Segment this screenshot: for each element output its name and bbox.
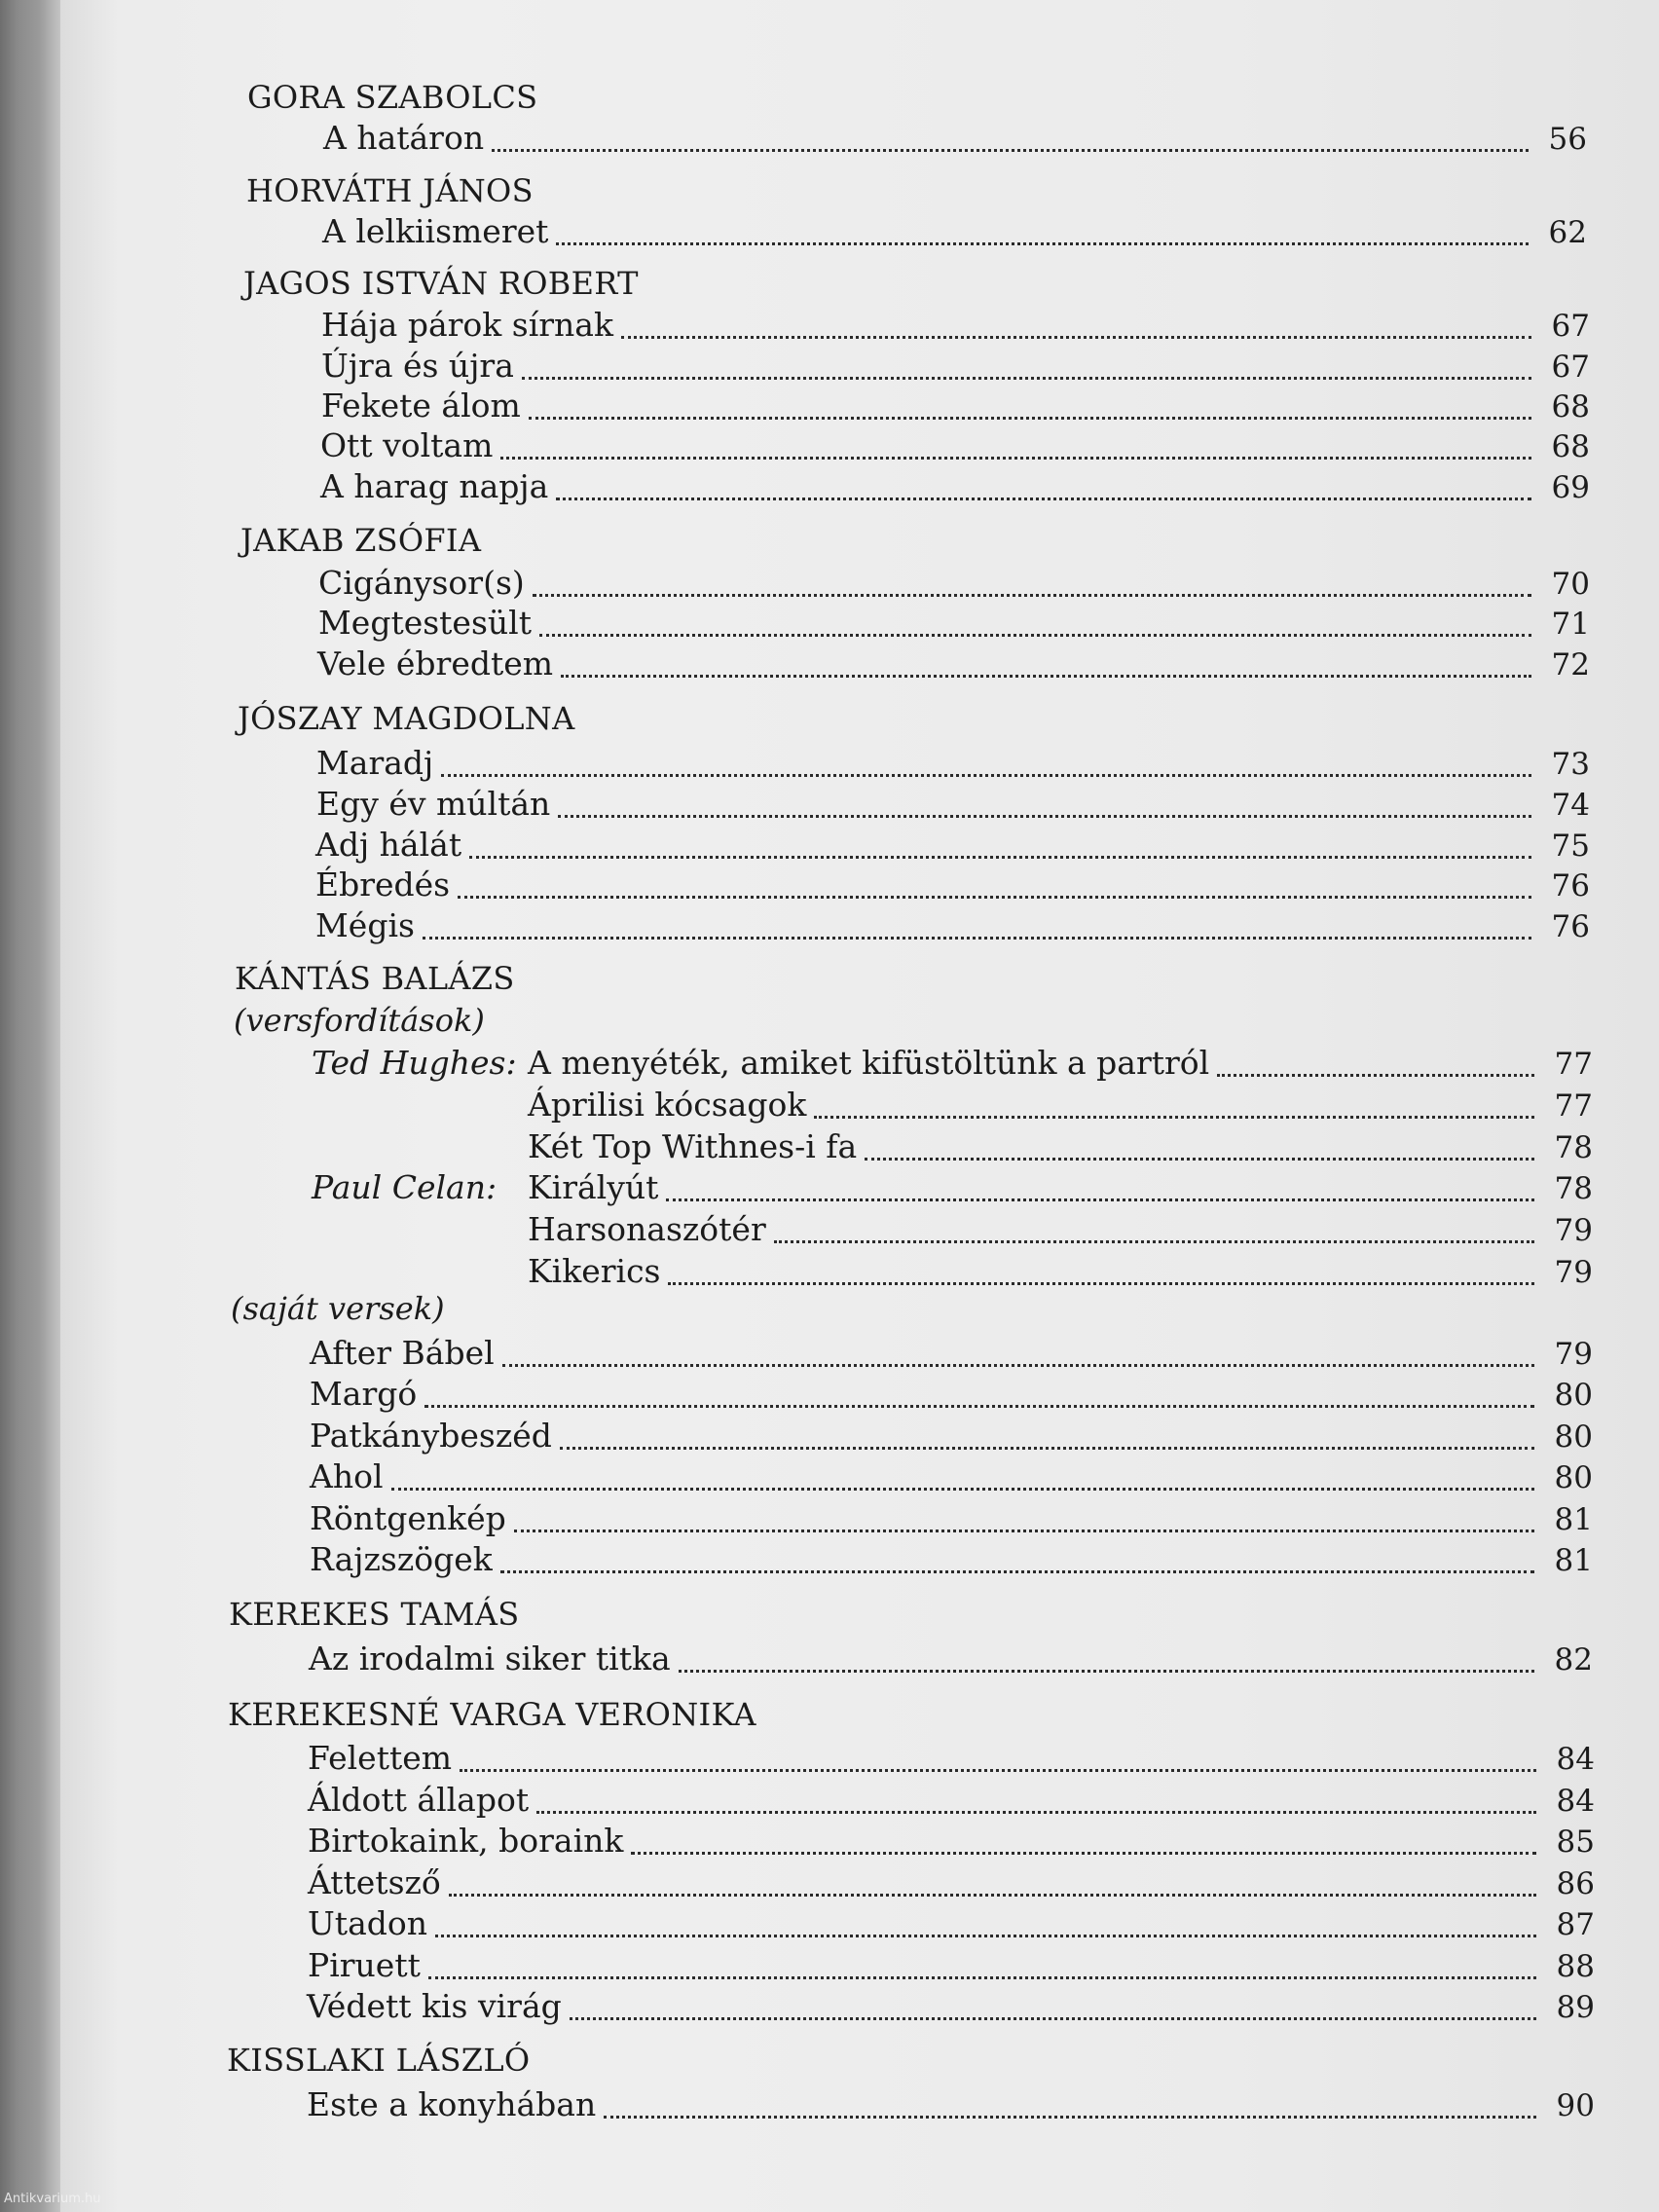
dot-leader <box>556 242 1529 245</box>
entry-title: Cigánysor(s) <box>318 564 525 602</box>
dot-leader <box>460 1769 1536 1772</box>
author-heading: JÓSZAY MAGDOLNA <box>238 700 575 737</box>
dot-leader <box>668 1282 1534 1285</box>
dot-leader <box>391 1488 1534 1491</box>
page-number: 70 <box>1551 567 1590 602</box>
entry-title: After Bábel <box>310 1334 495 1372</box>
entry-title: Ébredés <box>315 866 451 903</box>
toc-entry <box>315 866 1590 904</box>
page-number: 75 <box>1551 829 1590 864</box>
dot-leader <box>558 815 1531 818</box>
dot-leader <box>560 1447 1534 1450</box>
toc-entry <box>310 1540 1593 1579</box>
page-number: 87 <box>1556 1907 1595 1942</box>
entry-title: A menyéték, amiket kifüstöltünk a partról <box>528 1044 1210 1082</box>
entry-title: Röntgenkép <box>310 1499 506 1537</box>
entry-title: Hája párok sírnak <box>321 306 613 344</box>
toc-entry <box>309 1640 1593 1678</box>
toc-entry <box>321 306 1590 345</box>
toc-entry <box>308 1946 1595 1985</box>
page-number: 88 <box>1556 1949 1595 1984</box>
page-number: 77 <box>1554 1047 1593 1082</box>
author-heading: HORVÁTH JÁNOS <box>246 172 534 209</box>
dot-leader <box>441 774 1531 777</box>
page-number: 78 <box>1554 1171 1593 1206</box>
entry-title: A lelkiismeret <box>322 212 549 250</box>
toc-entry <box>308 1863 1595 1902</box>
toc-entry <box>318 564 1590 603</box>
page-number: 86 <box>1556 1866 1595 1901</box>
page-number: 78 <box>1554 1130 1593 1165</box>
translated-author: Ted Hughes: <box>312 1044 517 1082</box>
entry-title: Az irodalmi siker titka <box>309 1640 671 1677</box>
dot-leader <box>449 1894 1536 1897</box>
toc-entry <box>316 744 1590 783</box>
entry-title: Ahol <box>310 1457 384 1495</box>
page-number: 85 <box>1556 1825 1595 1860</box>
dot-leader <box>458 896 1531 899</box>
toc-entry <box>323 119 1587 158</box>
dot-leader <box>529 417 1531 420</box>
dot-leader <box>469 856 1531 859</box>
entry-title: A határon <box>323 119 485 157</box>
toc-entry <box>310 1334 1593 1373</box>
page-number: 81 <box>1554 1502 1593 1537</box>
entry-title: A harag napja <box>320 467 549 505</box>
toc-entry <box>321 387 1590 425</box>
toc-entry <box>310 1375 1593 1414</box>
translations-subheading: (versfordítások) <box>234 1002 485 1039</box>
dot-leader <box>604 2116 1536 2119</box>
toc-entry <box>312 1252 1593 1291</box>
entry-title: Rajzszögek <box>310 1540 493 1578</box>
author-heading: KEREKES TAMÁS <box>229 1596 520 1633</box>
entry-title: Margó <box>310 1375 418 1413</box>
dot-leader <box>679 1670 1534 1673</box>
page-number: 84 <box>1556 1784 1595 1819</box>
dot-leader <box>500 1570 1534 1573</box>
entry-title: Birtokaink, boraink <box>308 1822 624 1860</box>
page-number: 77 <box>1554 1088 1593 1124</box>
toc-entry <box>308 1822 1595 1861</box>
toc-entry <box>307 1987 1595 2026</box>
author-heading: KÁNTÁS BALÁZS <box>235 960 515 997</box>
author-heading: KISSLAKI LÁSZLÓ <box>227 2042 531 2079</box>
entry-title: Egy év múltán <box>316 785 551 823</box>
entry-title: Este a konyhában <box>307 2085 597 2123</box>
page-number: 80 <box>1554 1460 1593 1495</box>
toc-entry <box>312 1127 1593 1166</box>
entry-title: Áprilisi kócsagok <box>528 1086 807 1124</box>
page-number: 82 <box>1554 1642 1593 1677</box>
toc-entry <box>317 645 1590 683</box>
entry-title: Harsonaszótér <box>528 1210 766 1248</box>
entry-title: Kikerics <box>528 1252 661 1290</box>
entry-title: Újra és újra <box>321 347 514 385</box>
toc-entry <box>310 1457 1593 1496</box>
dot-leader <box>533 594 1531 597</box>
page-number: 89 <box>1556 1990 1595 2025</box>
toc-entry <box>320 467 1590 506</box>
dot-leader <box>561 675 1531 678</box>
toc-entry <box>316 785 1590 824</box>
page-number: 76 <box>1551 909 1590 944</box>
page-number: 67 <box>1551 350 1590 385</box>
author-heading: JAGOS ISTVÁN ROBERT <box>243 265 639 302</box>
toc-entry <box>312 1044 1593 1083</box>
toc-entry <box>315 826 1590 865</box>
toc-entry <box>312 1086 1593 1124</box>
dot-leader <box>1217 1074 1534 1077</box>
page-number: 71 <box>1551 607 1590 642</box>
entry-title: Adj hálát <box>315 826 462 864</box>
entry-title: Királyút <box>528 1168 659 1206</box>
dot-leader <box>502 1364 1534 1367</box>
toc-entry <box>320 426 1590 465</box>
page-number: 62 <box>1548 215 1587 250</box>
page-number: 79 <box>1554 1337 1593 1372</box>
page-number: 90 <box>1556 2088 1595 2123</box>
toc-entry <box>308 1781 1595 1820</box>
entry-title: Piruett <box>308 1946 421 1984</box>
toc-entry <box>308 1739 1595 1778</box>
page-number: 69 <box>1551 470 1590 505</box>
page-number: 80 <box>1554 1378 1593 1413</box>
entry-title: Ott voltam <box>320 426 494 464</box>
dot-leader <box>423 937 1531 940</box>
dot-leader <box>492 149 1529 152</box>
entry-title: Vele ébredtem <box>317 645 554 682</box>
page-number: 79 <box>1554 1213 1593 1248</box>
page-number: 67 <box>1551 309 1590 344</box>
dot-leader <box>556 498 1531 500</box>
entry-title: Áldott állapot <box>308 1781 530 1819</box>
toc-entry <box>310 1417 1593 1456</box>
dot-leader <box>865 1158 1534 1161</box>
dot-leader <box>666 1198 1534 1201</box>
watermark-text: Antikvarium.hu <box>4 2192 101 2206</box>
toc-entry <box>315 906 1590 945</box>
dot-leader <box>514 1530 1534 1532</box>
dot-leader <box>435 1935 1536 1937</box>
page-number: 73 <box>1551 747 1590 782</box>
author-heading: GORA SZABOLCS <box>247 79 538 116</box>
toc-entry <box>321 347 1590 386</box>
dot-leader <box>428 1976 1536 1979</box>
entry-title: Maradj <box>316 744 434 782</box>
dot-leader <box>621 336 1531 339</box>
entry-title: Két Top Withnes-i fa <box>528 1127 858 1165</box>
page-number: 68 <box>1551 389 1590 424</box>
toc-entry <box>312 1168 1593 1207</box>
dot-leader <box>539 634 1531 637</box>
page-number: 56 <box>1548 122 1587 157</box>
page-number: 80 <box>1554 1419 1593 1455</box>
page-number: 79 <box>1554 1255 1593 1290</box>
entry-title: Áttetsző <box>308 1863 441 1901</box>
author-heading: JAKAB ZSÓFIA <box>240 522 482 559</box>
entry-title: Megtestesült <box>318 604 532 642</box>
page-number: 81 <box>1554 1543 1593 1578</box>
author-heading: KEREKESNÉ VARGA VERONIKA <box>228 1696 756 1733</box>
page-number: 74 <box>1551 788 1590 823</box>
dot-leader <box>631 1852 1536 1855</box>
translated-author: Paul Celan: <box>312 1168 498 1206</box>
page-number: 76 <box>1551 868 1590 903</box>
toc-entry <box>310 1499 1593 1538</box>
toc-entry <box>312 1210 1593 1249</box>
dot-leader <box>522 377 1531 380</box>
entry-title: Patkánybeszéd <box>310 1417 552 1455</box>
toc-entry <box>318 604 1590 643</box>
dot-leader <box>500 457 1531 460</box>
own-poems-subheading: (saját versek) <box>231 1290 445 1327</box>
dot-leader <box>570 2017 1536 2020</box>
page-number: 84 <box>1556 1742 1595 1777</box>
entry-title: Felettem <box>308 1739 453 1777</box>
entry-title: Utadon <box>308 1904 427 1942</box>
toc-entry <box>308 1904 1595 1943</box>
dot-leader <box>814 1116 1534 1119</box>
entry-title: Védett kis virág <box>307 1987 562 2025</box>
page-number: 68 <box>1551 429 1590 464</box>
page-number: 72 <box>1551 647 1590 682</box>
entry-title: Fekete álom <box>321 387 521 424</box>
toc-entry <box>307 2085 1595 2124</box>
dot-leader <box>424 1405 1534 1408</box>
toc-entry <box>322 212 1587 251</box>
dot-leader <box>774 1240 1534 1243</box>
entry-title: Mégis <box>315 906 415 944</box>
dot-leader <box>536 1811 1536 1814</box>
